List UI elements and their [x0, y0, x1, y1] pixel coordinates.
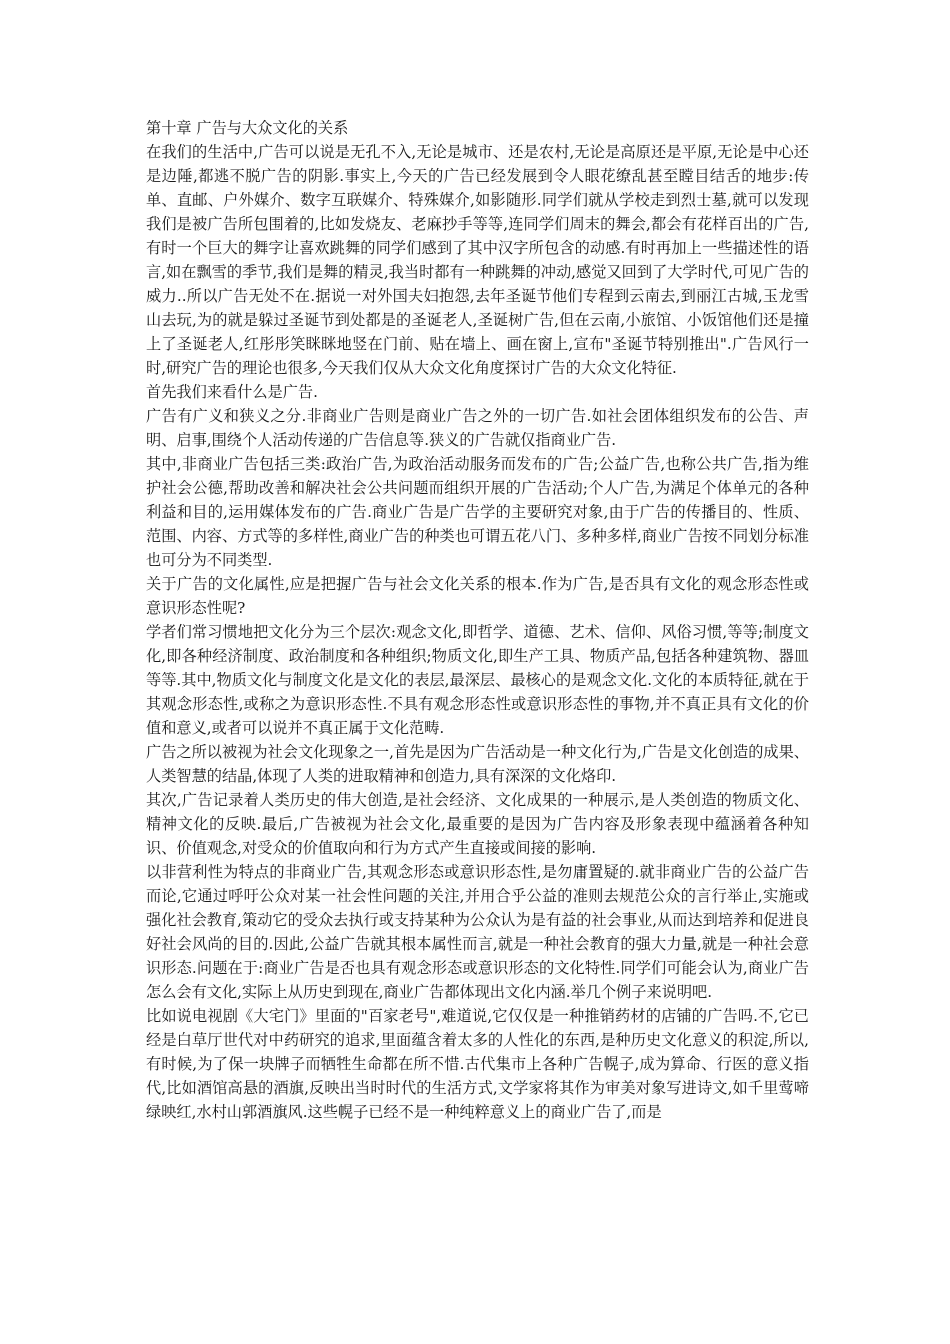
paragraph: 其次,广告记录着人类历史的伟大创造,是社会经济、文化成果的一种展示,是人类创造的物质文化、精神文化的反映.最后,广告被视为社会文化,最重要的是因为广告内容及形象表现中蕴涵着各种知识、价值观念,对受众的价值取向和行为方式产生直接或间接的影响. — [146, 791, 809, 857]
document-body — [146, 116, 809, 1124]
paragraph: 比如说电视剧《大宅门》里面的"百家老号",难道说,它仅仅是一种推销药材的店铺的广告吗.不,它已经是白草厅世代对中药研究的追求,里面蕴含着太多的人性化的东西,是种历史文化意义的积淀,所以,有时候,为了保一块牌子而牺牲生命都在所不惜.古代集市上各种广告幌子,成为算命、行医的意义指代,比如酒馆高悬的酒旗,反映出当时时代的生活方式,文学家将其作为审美对象写进诗文,如千里莺啼绿映红,水村山郭酒旗风.这些幌子已经不是一种纯粹意义上的商业广告了,而是 — [146, 1007, 809, 1121]
paragraph: 广告有广义和狭义之分.非商业广告则是商业广告之外的一切广告.如社会团体组织发布的公告、声明、启事,围绕个人活动传递的广告信息等.狭义的广告就仅指商业广告. — [146, 407, 809, 449]
paragraph: 在我们的生活中,广告可以说是无孔不入,无论是城市、还是农村,无论是高原还是平原,无论是中心还是边陲,都逃不脱广告的阴影.事实上,今天的广告已经发展到令人眼花缭乱甚至瞠目结舌的地步:传单、直邮、户外媒介、数字互联媒介、特殊媒介,如影随形.同学们就从学校走到烈士墓,就可以发现我们是被广告所包围着的,比如发烧友、老麻抄手等等,连同学们周末的舞会,都会有花样百出的广告,有时一个巨大的舞字让喜欢跳舞的同学们感到了其中汉字所包含的动感.有时再加上一些描述性的语言,如在飘雪的季节,我们是舞的精灵,我当时都有一种跳舞的冲动,感觉又回到了大学时代,可见广告的威力..所以广告无处不在.据说一对外国夫妇抱怨,去年圣诞节他们专程到云南去,到丽江古城,玉龙雪山去玩,为的就是躲过圣诞节到处都是的圣诞老人,圣诞树广告,但在云南,小旅馆、小饭馆他们还是撞上了圣诞老人,红彤彤笑眯眯地竖在门前、贴在墙上、画在窗上,宣布"圣诞节特别推出".广告风行一时,研究广告的理论也很多,今天我们仅从大众文化角度探讨广告的大众文化特征. — [146, 143, 809, 377]
paragraph: 其中,非商业广告包括三类:政治广告,为政治活动服务而发布的广告;公益广告,也称公共广告,指为维护社会公德,帮助改善和解决社会公共问题而组织开展的广告活动;个人广告,为满足个体单元的各种利益和目的,运用媒体发布的广告.商业广告是广告学的主要研究对象,由于广告的传播目的、性质、范围、内容、方式等的多样性,商业广告的种类也可谓五花八门、多种多样,商业广告按不同划分标准也可分为不同类型. — [146, 455, 809, 569]
chapter-title: 第十章 广告与大众文化的关系 — [146, 119, 349, 137]
paragraph: 学者们常习惯地把文化分为三个层次:观念文化,即哲学、道德、艺术、信仰、风俗习惯,等等;制度文化,即各种经济制度、政治制度和各种组织;物质文化,即生产工具、物质产品,包括各种建筑物、器皿等等.其中,物质文化与制度文化是文化的表层,最深层、最核心的是观念文化.文化的本质特征,就在于其观念形态性,或称之为意识形态性.不具有观念形态性或意识形态性的事物,并不真正具有文化的价值和意义,或者可以说并不真正属于文化范畴. — [146, 623, 809, 737]
paragraph: 以非营利性为特点的非商业广告,其观念形态或意识形态性,是勿庸置疑的.就非商业广告的公益广告而论,它通过呼吁公众对某一社会性问题的关注,并用合乎公益的准则去规范公众的言行举止,实施或强化社会教育,策动它的受众去执行或支持某种为公众认为是有益的社会事业,从而达到培养和促进良好社会风尚的目的.因此,公益广告就其根本属性而言,就是一种社会教育的强大力量,就是一种社会意识形态.问题在于:商业广告是否也具有观念形态或意识形态的文化特性.同学们可能会认为,商业广告怎么会有文化,实际上从历史到现在,商业广告都体现出文化内涵.举几个例子来说明吧. — [146, 863, 809, 1001]
paragraph: 首先我们来看什么是广告. — [146, 383, 318, 401]
paragraph: 广告之所以被视为社会文化现象之一,首先是因为广告活动是一种文化行为,广告是文化创造的成果、人类智慧的结晶,体现了人类的进取精神和创造力,具有深深的文化烙印. — [146, 743, 809, 785]
paragraph: 关于广告的文化属性,应是把握广告与社会文化关系的根本.作为广告,是否具有文化的观念形态性或意识形态性呢? — [146, 575, 809, 617]
